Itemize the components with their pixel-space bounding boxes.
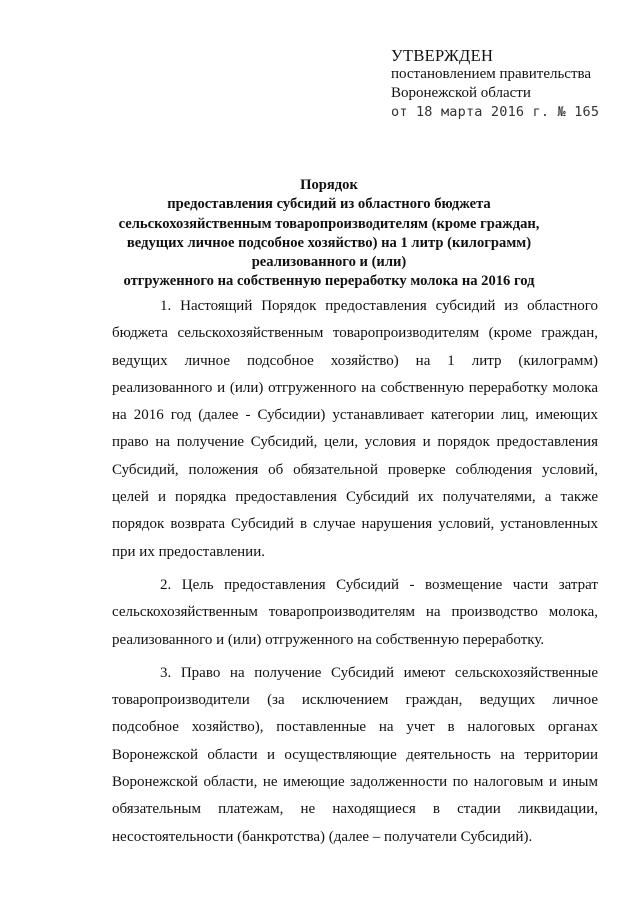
paragraph-3 — [112, 660, 598, 851]
approval-decree: от 18 марта 2016 г. № 165 — [391, 104, 600, 120]
document-body — [112, 293, 598, 857]
approval-line-2: Воронежской области — [391, 85, 531, 101]
paragraph-3-text: 3. Право на получение Субсидий имеют сельскохозяйственные товаропроизводители (за исключением граждан, ведущих личное подсобное хозяйство), поставленные на учет в налоговых органах Воронежской области и осуществляющие деятельность на территории Воронежской области, не имеющие задолженности по налоговым и иным обязательным платежам, не находящиеся в стадии ликвидации, несостоятельности (банкротства) (далее – получатели Субсидий). — [112, 664, 598, 845]
document-title — [80, 176, 578, 292]
approval-line-1: постановлением правительства — [391, 66, 592, 82]
title-line: предоставления субсидий из областного бюджета — [167, 196, 491, 213]
title-line: сельскохозяйственным товаропроизводителям (кроме граждан, — [118, 215, 540, 232]
paragraph-2-text: 2. Цель предоставления Субсидий - возмещение части затрат сельскохозяйственным товаропроизводителям на производство молока, реализованного и (или) отгруженного на собственную переработку. — [112, 576, 598, 648]
paragraph-1 — [112, 293, 598, 566]
title-line: ведущих личное подсобное хозяйство) на 1 литр (килограмм) — [126, 234, 532, 251]
approval-title: УТВЕРЖДЕН — [391, 46, 494, 65]
paragraph-2 — [112, 572, 598, 654]
approval-stamp — [391, 46, 631, 122]
paragraph-1-text: 1. Настоящий Порядок предоставления субсидий из областного бюджета сельскохозяйственным товаропроизводителям (кроме граждан, ведущих личное подсобное хозяйство) на 1 литр (килограмм) реализованного и (или) отгруженного на собственную переработку молока на 2016 год (далее - Субсидии) устанавливает категории лиц, имеющих право на получение Субсидий, цели, условия и порядок предоставления Субсидий, положения об обязательной проверке соблюдения условий, целей и порядка предоставления Субсидий их получателями, а также порядок возврата Субсидий в случае нарушения условий, установленных при их предоставлении. — [112, 298, 598, 560]
title-line: Порядок — [300, 177, 358, 193]
title-line: реализованного и (или) — [251, 254, 407, 271]
title-line: отгруженного на собственную переработку молока на 2016 год — [123, 273, 535, 290]
